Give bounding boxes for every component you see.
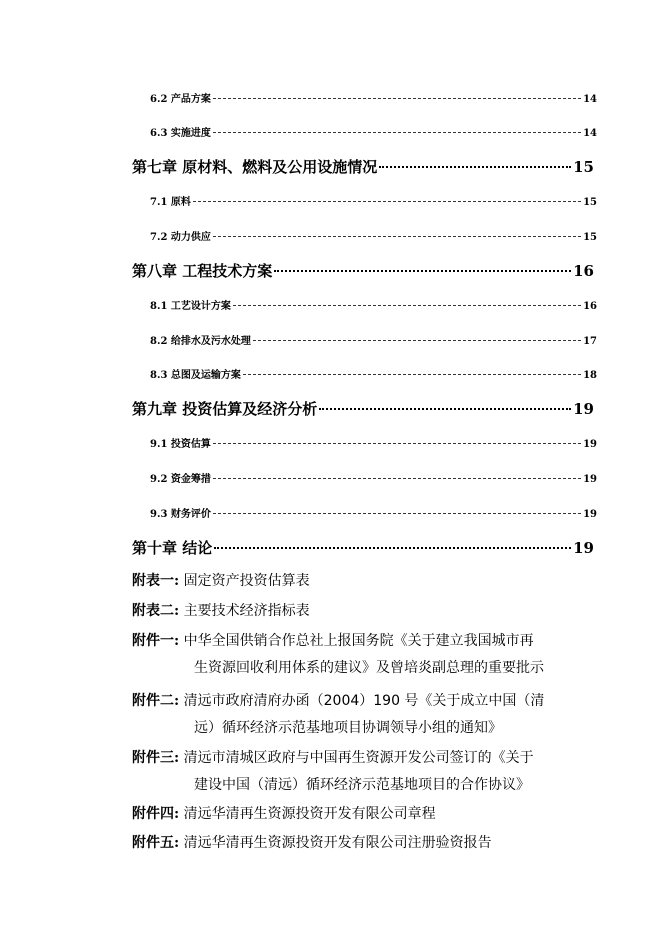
toc-label: 第九章 投资估算及经济分析 (132, 400, 318, 418)
toc-label: 7.1 原料 (150, 197, 191, 208)
toc-label: 9.3 财务评价 (150, 509, 211, 520)
toc-chapter-7[interactable] (132, 156, 594, 177)
appendix-text-continued: 生资源回收利用体系的建议》及曾培炎副总理的重要批示 (194, 660, 544, 676)
toc-entry-6-3[interactable] (150, 124, 597, 139)
toc-page-number: 18 (583, 370, 597, 381)
attachment-4 (132, 801, 592, 828)
attachment-5 (132, 830, 592, 857)
toc-leader (379, 166, 571, 168)
toc-entry-9-1[interactable] (150, 435, 597, 450)
toc-label: 8.3 总图及运输方案 (150, 370, 241, 381)
appendix-text: 中华全国供销合作总社上报国务院《关于建立我国城市再 (183, 633, 534, 649)
toc-chapter-10[interactable] (132, 537, 594, 558)
toc-entry-6-2[interactable] (150, 90, 597, 105)
toc-chapter-9[interactable] (132, 398, 594, 419)
appendix-text: 主要技术经济指标表 (183, 603, 310, 619)
toc-leader (213, 443, 581, 444)
appendix-tag: 附件四: (132, 806, 180, 822)
toc-label: 6.2 产品方案 (150, 94, 211, 105)
appendix-tag: 附件三: (132, 750, 180, 766)
appendix-text: 清远市清城区政府与中国再生资源开发公司签订的《关于 (183, 750, 534, 766)
appendix-text: 固定资产投资估算表 (183, 573, 310, 589)
toc-entry-9-3[interactable] (150, 505, 597, 520)
toc-leader (319, 408, 571, 410)
toc-leader (214, 547, 571, 549)
appendix-tag: 附件五: (132, 835, 180, 851)
attachment-3 (132, 745, 592, 799)
appendix-text-continued: 远）循环经济示范基地项目协调领导小组的通知》 (194, 720, 502, 736)
toc-label: 9.2 资金筹措 (150, 474, 211, 485)
appendix-table-1 (132, 568, 592, 595)
toc-chapter-8[interactable] (132, 260, 594, 281)
toc-entry-8-2[interactable] (150, 332, 597, 347)
appendix-tag: 附件二: (132, 693, 180, 709)
toc-label: 9.1 投资估算 (150, 439, 211, 450)
toc-label: 8.1 工艺设计方案 (150, 301, 231, 312)
toc-label: 第七章 原材料、燃料及公用设施情况 (132, 158, 378, 176)
attachment-1 (132, 628, 592, 682)
appendix-tag: 附表一: (132, 573, 180, 589)
toc-entry-7-1[interactable] (150, 193, 597, 208)
toc-label: 第八章 工程技术方案 (132, 262, 273, 280)
toc-leader (213, 98, 581, 99)
toc-entry-8-1[interactable] (150, 297, 597, 312)
toc-label: 8.2 给排水及污水处理 (150, 336, 251, 347)
attachment-2 (132, 688, 592, 742)
appendix-tag: 附表二: (132, 603, 180, 619)
toc-page-number: 15 (583, 197, 597, 208)
toc-label: 6.3 实施进度 (150, 128, 211, 139)
toc-page-number: 19 (573, 400, 594, 418)
toc-leader (213, 478, 581, 479)
toc-label: 7.2 动力供应 (150, 232, 211, 243)
toc-page-number: 19 (583, 509, 597, 520)
toc-page-number: 14 (583, 94, 597, 105)
appendix-text: 清远华清再生资源投资开发有限公司章程 (183, 806, 436, 822)
toc-page-number: 15 (583, 232, 597, 243)
toc-page-number: 19 (573, 539, 594, 557)
toc-leader (233, 305, 581, 306)
toc-leader (243, 374, 581, 375)
toc-page-number: 19 (583, 439, 597, 450)
toc-page-number: 14 (583, 128, 597, 139)
toc-entry-7-2[interactable] (150, 228, 597, 243)
toc-page-number: 16 (583, 301, 597, 312)
toc-leader (253, 340, 581, 341)
toc-label: 第十章 结论 (132, 539, 213, 557)
toc-entry-8-3[interactable] (150, 366, 597, 381)
toc-page-number: 16 (573, 262, 594, 280)
toc-page-number: 17 (583, 336, 597, 347)
toc-leader (193, 201, 581, 202)
appendix-tag: 附件一: (132, 633, 180, 649)
appendix-table-2 (132, 598, 592, 625)
toc-leader (213, 236, 581, 237)
toc-leader (213, 132, 581, 133)
toc-page-number: 15 (573, 158, 594, 176)
toc-entry-9-2[interactable] (150, 470, 597, 485)
toc-leader (274, 270, 571, 272)
toc-page-number: 19 (583, 474, 597, 485)
appendix-text: 清远市政府清府办函（2004）190 号《关于成立中国（清 (183, 693, 545, 709)
toc-leader (213, 513, 581, 514)
appendix-text-continued: 建设中国（清远）循环经济示范基地项目的合作协议》 (194, 777, 530, 793)
appendix-text: 清远华清再生资源投资开发有限公司注册验资报告 (183, 835, 492, 851)
